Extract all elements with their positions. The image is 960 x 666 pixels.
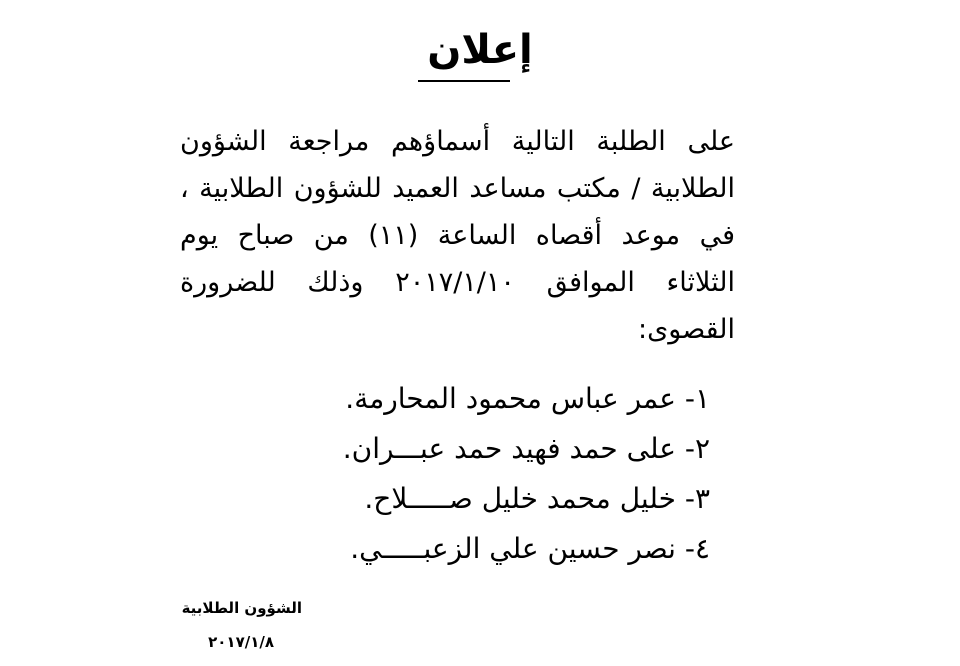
title-underline [418,80,510,82]
student-name-item: ٤- نصر حسين علي الزعبـــــي. [350,532,710,565]
signature-department: الشؤون الطلابية [181,599,302,617]
announcement-title: إعلان [427,27,533,73]
announcement-body: على الطلبة التالية أسماؤهم مراجعة الشؤون الطلابية / مكتب مساعد العميد للشؤون الطلابية ، في موعد أقصاه الساعة (١١) من صباح يوم الثلاثاء الموافق ٢٠١٧/١/١٠ وذلك للضرورة القصوى: [180,126,735,345]
student-name-item: ٢- على حمد فهيد حمد عبـــران. [342,432,710,465]
student-name-item: ٣- خليل محمد خليل صـــــلاح. [364,482,710,515]
signature-date: ٢٠١٧/١/٨ [208,633,274,651]
student-names-list [280,374,710,574]
student-name-item: ١- عمر عباس محمود المحارمة. [345,382,710,415]
